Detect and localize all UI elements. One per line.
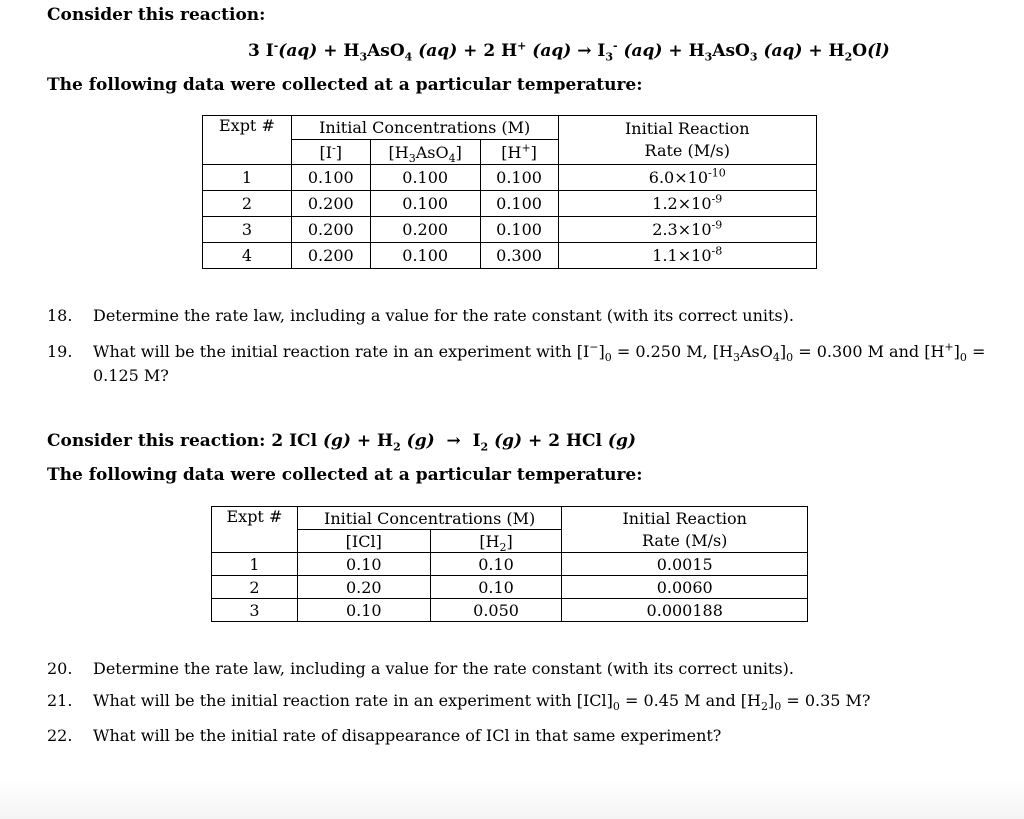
- table-row: [212, 553, 808, 576]
- sub-header-h: [H+]: [480, 140, 558, 165]
- reaction-arrow: →: [577, 41, 592, 61]
- question-number: 18.: [47, 306, 73, 325]
- conc-h-cell: 0.300: [480, 243, 558, 269]
- section2-intro-equation: Consider this reaction: 2 ICl $(g) + H_2$ $(g) \to I_2$ (g) + 2 HCl (g): [47, 431, 636, 454]
- conc-h-cell: 0.100: [480, 165, 558, 191]
- table-row: [203, 165, 817, 191]
- sub-header-h2: $[H_2]$: [430, 530, 562, 553]
- col-conc-header: Initial Concentrations (M): [291, 116, 558, 140]
- conc-h3aso4-cell: 0.100: [370, 191, 480, 217]
- sub-header-i: [I-]: [291, 140, 370, 165]
- question-number: 22.: [47, 726, 73, 745]
- question-20-text: Determine the rate law, including a value for the rate constant (with its correct units).: [93, 659, 794, 678]
- expt-cell: 3: [203, 217, 292, 243]
- reaction-arrow: →: [446, 431, 461, 451]
- conc-h-cell: 0.100: [480, 191, 558, 217]
- question-19-text: What will be the initial reaction rate in an experiment with $[I^-]_0 = 0.250$ M, $[H_3AsO_4]_0 = 0.300$ M and $[H^+]_0$ =: [93, 340, 986, 365]
- expt-cell: 4: [203, 243, 292, 269]
- rate-cell: 0.0060: [562, 576, 808, 599]
- expt-cell: 1: [203, 165, 292, 191]
- question-21-text: What will be the initial reaction rate in an experiment with $[ICl]_0 = 0.45$ M and $[H_2]_0 = 0.35$ M?: [93, 691, 871, 714]
- conc-h2-cell: 0.10: [430, 553, 562, 576]
- col-expt-header-cont: [212, 530, 298, 553]
- conc-i-cell: 0.100: [291, 165, 370, 191]
- conc-h-cell: 0.100: [480, 217, 558, 243]
- question-number: 20.: [47, 659, 73, 678]
- table-row: [212, 599, 808, 622]
- section1-intro: Consider this reaction:: [47, 5, 266, 25]
- rate-cell: 0.000188: [562, 599, 808, 622]
- expt-cell: 1: [212, 553, 298, 576]
- expt-cell: 2: [203, 191, 292, 217]
- col-expt-header-cont: [203, 140, 292, 165]
- col-expt-header: Expt #: [212, 507, 298, 530]
- section1-data-table: [202, 115, 817, 269]
- conc-h3aso4-cell: 0.200: [370, 217, 480, 243]
- section2-data-heading: The following data were collected at a particular temperature:: [47, 465, 643, 485]
- question-19-text-line2: 0.125 M?: [93, 366, 169, 385]
- col-rate-header: Initial Reaction Rate (M/s): [562, 507, 808, 553]
- col-conc-header: Initial Concentrations (M): [297, 507, 562, 530]
- rate-cell: $1.1\times 10^{-8}$: [558, 243, 816, 269]
- conc-icl-cell: 0.10: [297, 599, 430, 622]
- sub-header-icl: [ICl]: [297, 530, 430, 553]
- col-rate-header: Initial Reaction Rate (M/s): [558, 116, 816, 165]
- table-row: [212, 576, 808, 599]
- conc-h3aso4-cell: 0.100: [370, 165, 480, 191]
- expt-cell: 2: [212, 576, 298, 599]
- conc-i-cell: 0.200: [291, 191, 370, 217]
- conc-h3aso4-cell: 0.100: [370, 243, 480, 269]
- col-expt-header: Expt #: [203, 116, 292, 140]
- section1-data-heading: The following data were collected at a particular temperature:: [47, 75, 643, 95]
- sub-header-h3aso4: $[H_3AsO_4]$: [370, 140, 480, 165]
- question-number: 19.: [47, 342, 73, 361]
- rate-cell: 0.0015: [562, 553, 808, 576]
- rate-cell: $6.0\times 10^{-10}$: [558, 165, 816, 191]
- page-bottom-edge: [0, 779, 1024, 819]
- table-row: [203, 191, 817, 217]
- conc-i-cell: 0.200: [291, 217, 370, 243]
- table-row: [203, 243, 817, 269]
- conc-h2-cell: 0.050: [430, 599, 562, 622]
- conc-icl-cell: 0.20: [297, 576, 430, 599]
- question-22-text: What will be the initial rate of disappearance of ICl in that same experiment?: [93, 726, 722, 745]
- expt-cell: 3: [212, 599, 298, 622]
- question-18-text: Determine the rate law, including a value for the rate constant (with its correct units).: [93, 306, 794, 325]
- section1-equation: 3 $I^-(aq) + H_3AsO_4$ (aq) + 2 H+ $(aq) \to I_3^-$ $(aq) + H_3AsO_3$ $(aq) + H_2O(l)$: [248, 39, 890, 64]
- rate-cell: $1.2\times 10^{-9}$: [558, 191, 816, 217]
- section2-data-table: [211, 506, 808, 622]
- conc-icl-cell: 0.10: [297, 553, 430, 576]
- conc-h2-cell: 0.10: [430, 576, 562, 599]
- question-number: 21.: [47, 691, 73, 710]
- conc-i-cell: 0.200: [291, 243, 370, 269]
- table-row: [203, 217, 817, 243]
- rate-cell: $2.3\times 10^{-9}$: [558, 217, 816, 243]
